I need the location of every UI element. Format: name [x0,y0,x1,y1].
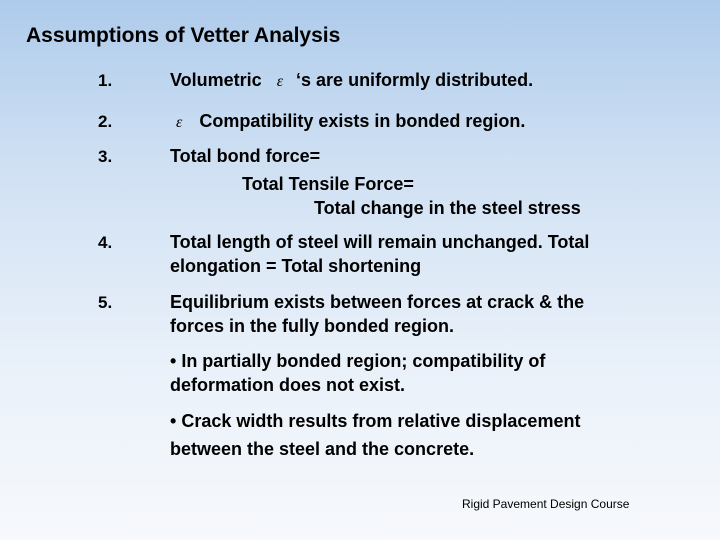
item-number-5: 5. [98,293,113,312]
slide-title: Assumptions of Vetter Analysis [26,24,341,47]
epsilon-symbol: ε [176,114,183,131]
bullet-symbol: • [170,351,177,371]
bullet-2-line-1 [170,408,580,435]
item-5-line-1: Equilibrium exists between forces at crack & the [170,292,585,312]
item-4-line-2: elongation = Total shortening [170,256,422,276]
item-3-line-2: Total Tensile Force= [242,174,414,194]
item-3-line-1: Total bond force= [170,146,321,166]
item-number-3: 3. [98,147,113,166]
item-3-line-3: Total change in the steel stress [314,198,581,218]
item-1-text-before: Volumetric [170,70,262,90]
item-number-1: 1. [98,71,113,90]
bullet-symbol: • [170,411,177,431]
bullet-2-line-2: between the steel and the concrete. [170,439,475,459]
item-5-line-2: forces in the fully bonded region. [170,316,455,336]
item-number-4: 4. [98,233,113,252]
bullet-2-text: Crack width results from relative displacement [176,411,581,431]
bullet-1-line-2: deformation does not exist. [170,375,406,395]
bullet-1-text: In partially bonded region; compatibility of [176,351,546,371]
item-text-1 [170,68,533,94]
epsilon-symbol: ε [276,73,284,90]
item-4-line-1: Total length of steel will remain unchanged. Total [170,232,590,252]
item-1-text-after: ‘s are uniformly distributed. [296,70,534,90]
item-2-text-after: Compatibility exists in bonded region. [199,111,526,131]
item-text-2 [170,109,525,135]
item-number-2: 2. [98,112,113,131]
bullet-1-line-1 [170,348,545,375]
footer-course-name: Rigid Pavement Design Course [462,497,630,511]
